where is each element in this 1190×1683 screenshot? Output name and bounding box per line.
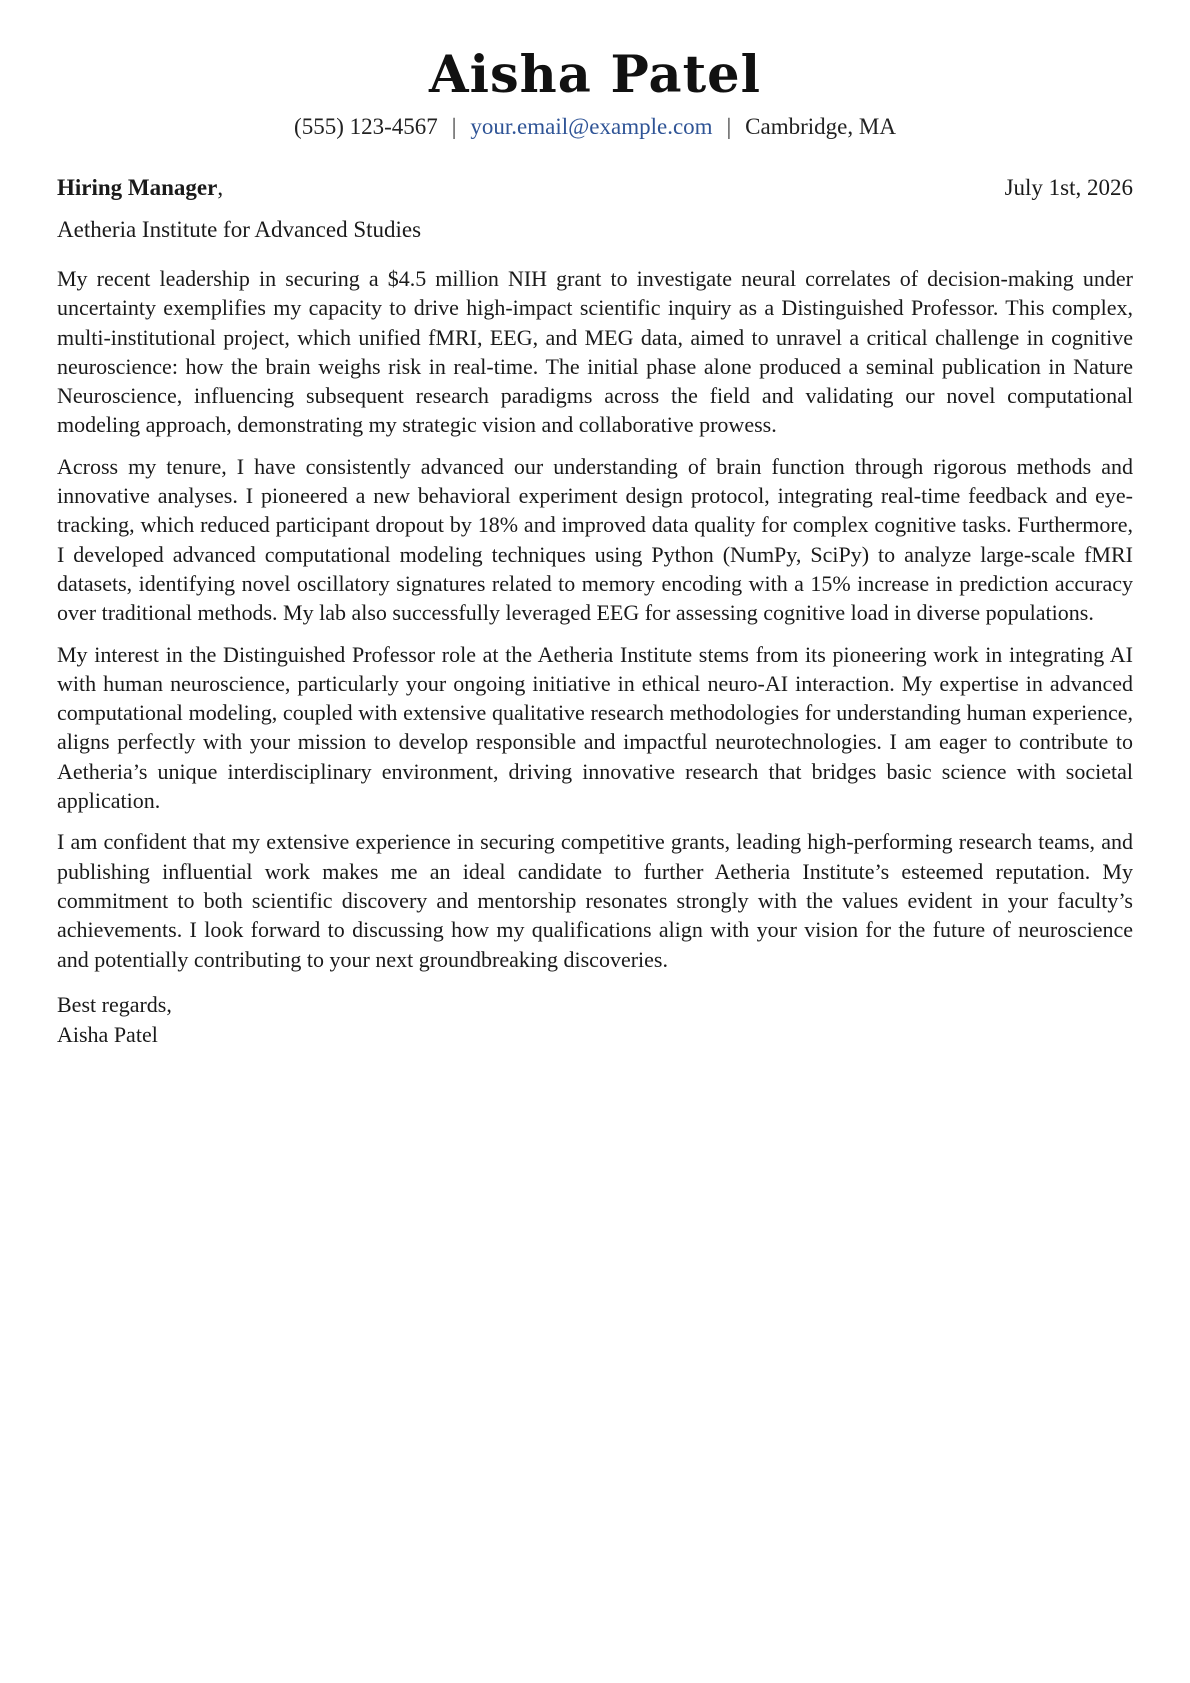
- applicant-name: Aisha Patel: [429, 45, 761, 105]
- phone-number: (555) 123-4567: [294, 114, 438, 139]
- recipient-name: Hiring Manager: [57, 175, 218, 200]
- letter-date: July 1st, 2026: [1004, 175, 1133, 200]
- recipient-name-comma: ,: [217, 175, 224, 200]
- contact-separator: |: [726, 114, 732, 139]
- body-paragraph: My interest in the Distinguished Professor role at the Aetheria Institute stems from its pioneering work in integrating AI with human neuroscience, particularly your ongoing initiative in ethical neuro-AI interaction. My expertise in advanced computational modeling, coupled with extensive qualitative research methodologies for understanding human experience, aligns perfectly with your mission to develop responsible and impactful neurotechnologies. I am eager to contribute to Aetheria’s unique interdisciplinary environment, driving innovative research that bridges basic science with societal application.: [57, 641, 1133, 814]
- closing-signature: Aisha Patel: [57, 1021, 158, 1047]
- closing-salutation: Best regards,: [57, 991, 172, 1017]
- contact-separator: |: [451, 114, 457, 139]
- letter-body: [57, 264, 1133, 974]
- body-paragraph: I am confident that my extensive experience in securing competitive grants, leading high-performing research teams, and publishing influential work makes me an ideal candidate to further Aetheria Institute’s esteemed reputation. My commitment to both scientific discovery and mentorship resonates strongly with the values evident in your faculty’s achievements. I look forward to discussing how my qualifications align with your vision for the future of neuroscience and potentially contributing to your next groundbreaking discoveries.: [57, 829, 1133, 972]
- recipient-line: [57, 172, 223, 204]
- letter-header: [57, 0, 1133, 142]
- body-paragraph: Across my tenure, I have consistently advanced our understanding of brain function through rigorous methods and innovative analyses. I pioneered a new behavioral experiment design protocol, integrating real-time feedback and eye-tracking, which reduced participant dropout by 18% and improved data quality for complex cognitive tasks. Furthermore, I developed advanced computational modeling techniques using Python (NumPy, SciPy) to analyze large-scale fMRI datasets, identifying novel oscillatory signatures related to memory encoding with a 15% increase in prediction accuracy over traditional methods. My lab also successfully leveraged EEG for assessing cognitive load in diverse populations.: [57, 453, 1133, 626]
- body-paragraph: My recent leadership in securing a $4.5 million NIH grant to investigate neural correlates of decision-making under uncertainty exemplifies my capacity to drive high-impact scientific inquiry as a Distinguished Professor. This complex, multi-institutional project, which unified fMRI, EEG, and MEG data, aimed to unravel a critical challenge in cognitive neuroscience: how the brain weighs risk in real-time. The initial phase alone produced a seminal publication in Nature Neuroscience, influencing subsequent research paradigms across the field and validating our novel computational modeling approach, demonstrating my strategic vision and collaborative prowess.: [57, 266, 1133, 438]
- location: Cambridge, MA: [745, 114, 896, 139]
- recipient-row: [57, 172, 1133, 204]
- contact-line: [57, 112, 1133, 142]
- email-link[interactable]: your.email@example.com: [470, 114, 713, 139]
- recipient-organization: Aetheria Institute for Advanced Studies: [57, 217, 422, 242]
- cover-letter-page: [57, 0, 1133, 1050]
- letter-closing: [57, 990, 1133, 1050]
